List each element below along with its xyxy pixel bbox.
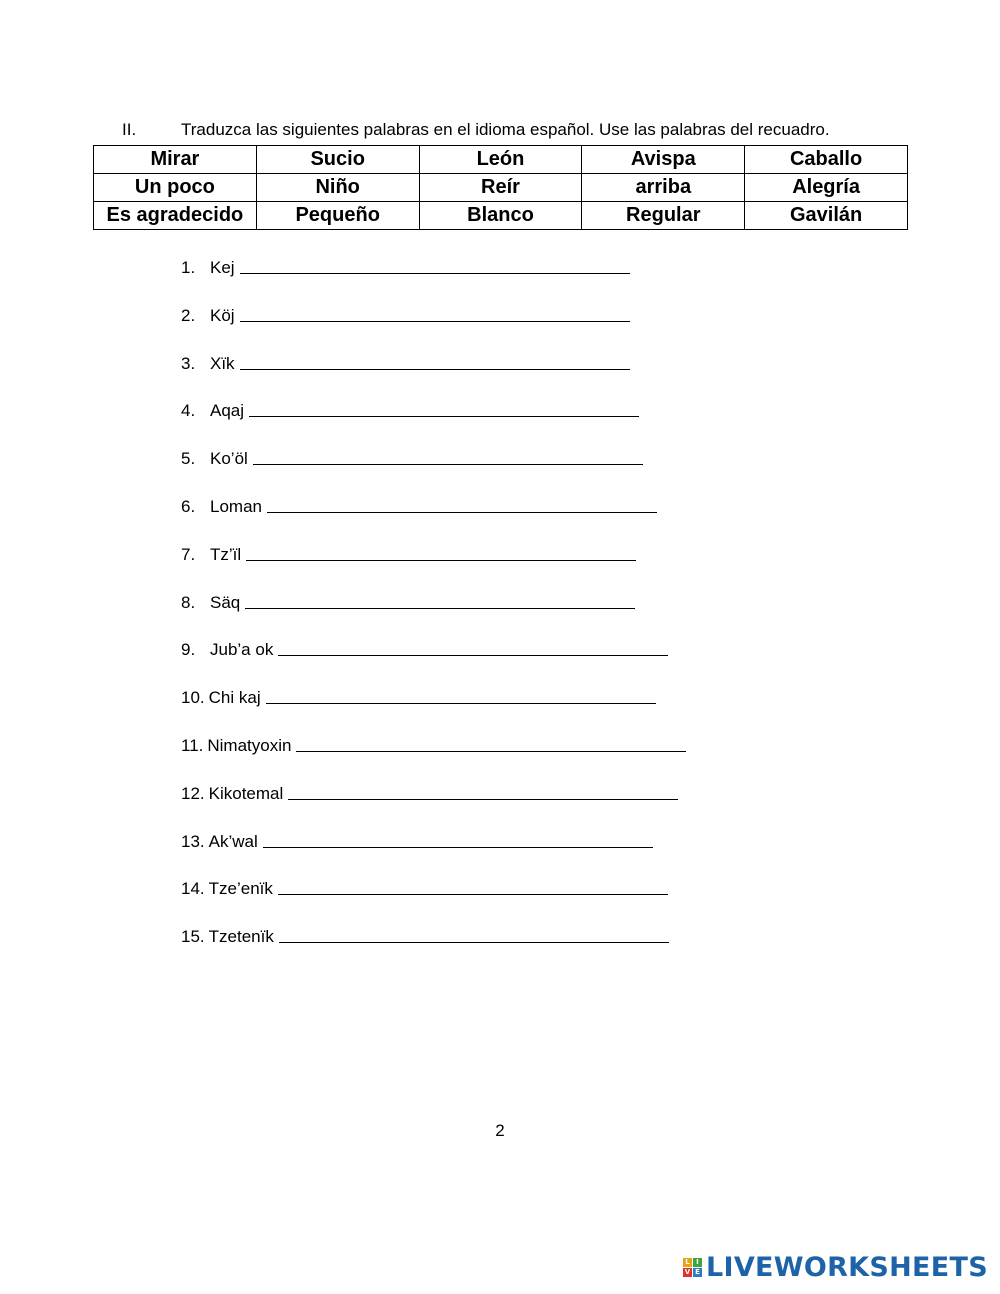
- list-item: [181, 640, 686, 688]
- item-number: 10.: [181, 688, 205, 708]
- item-number: 11.: [181, 735, 204, 755]
- item-number: 1.: [181, 258, 196, 277]
- list-item: [181, 593, 686, 641]
- word-box-row: [94, 146, 908, 174]
- answer-blank[interactable]: [249, 401, 639, 417]
- word-box-table: [93, 145, 908, 230]
- word-box-cell: Sucio: [256, 146, 419, 174]
- item-number: 6.: [181, 496, 196, 516]
- word-box-cell: Mirar: [94, 146, 257, 174]
- item-number: 9.: [181, 640, 196, 660]
- list-item: [181, 688, 686, 736]
- list-item: [181, 832, 686, 880]
- answer-blank[interactable]: [245, 593, 635, 609]
- answer-blank[interactable]: [296, 736, 686, 752]
- answer-blank[interactable]: [279, 927, 669, 943]
- liveworksheets-logo: [683, 1252, 988, 1283]
- word-box-cell: Gavilán: [745, 202, 908, 230]
- word-box-row: [94, 174, 908, 202]
- item-word: Tzetenïk: [208, 927, 274, 947]
- logo-tile: V: [684, 1268, 691, 1276]
- item-word: Chi kaj: [208, 688, 261, 708]
- item-word: Tz’ïl: [210, 544, 242, 564]
- item-word: Jub’a ok: [210, 640, 274, 660]
- item-word: Tze’enïk: [208, 879, 273, 899]
- list-item: [181, 879, 686, 927]
- item-word: Ak’wal: [208, 831, 258, 851]
- item-word: Säq: [210, 592, 241, 612]
- brand-name: LIVEWORKSHEETS: [705, 1252, 988, 1283]
- answer-blank[interactable]: [253, 449, 643, 465]
- item-word: Köj: [210, 305, 235, 325]
- answer-blank[interactable]: [263, 832, 653, 848]
- section-number: II.: [122, 120, 137, 139]
- item-number: 15.: [181, 927, 205, 947]
- list-item: [181, 927, 686, 975]
- word-box-cell: Blanco: [419, 202, 582, 230]
- instruction-line: [122, 120, 830, 140]
- answer-blank[interactable]: [266, 688, 656, 704]
- item-number: 3.: [181, 353, 196, 373]
- list-item: [181, 306, 686, 354]
- item-number: 2.: [181, 305, 196, 325]
- item-number: 7.: [181, 544, 196, 564]
- list-item: [181, 784, 686, 832]
- word-box-cell: Avispa: [582, 146, 745, 174]
- answer-blank[interactable]: [240, 306, 630, 322]
- word-box-cell: Regular: [582, 202, 745, 230]
- word-box-cell: Reír: [419, 174, 582, 202]
- item-word: Xïk: [210, 353, 235, 373]
- word-box-row: [94, 202, 908, 230]
- item-number: 12.: [181, 783, 205, 803]
- logo-tile: L: [683, 1258, 692, 1267]
- item-word: Nimatyoxin: [207, 735, 292, 755]
- logo-icon: [683, 1258, 702, 1277]
- answer-blank[interactable]: [267, 497, 657, 513]
- item-number: 13.: [181, 831, 205, 851]
- list-item: [181, 258, 686, 306]
- answer-blank[interactable]: [246, 545, 636, 561]
- list-item: [181, 354, 686, 402]
- logo-tile: I: [693, 1258, 702, 1267]
- word-box-cell: Alegría: [745, 174, 908, 202]
- page-number: 2: [495, 1121, 505, 1140]
- list-item: [181, 497, 686, 545]
- item-word: Kikotemal: [208, 783, 284, 803]
- list-item: [181, 401, 686, 449]
- word-box-cell: Un poco: [94, 174, 257, 202]
- word-box-cell: Niño: [256, 174, 419, 202]
- word-box-cell: arriba: [582, 174, 745, 202]
- logo-tile: E: [693, 1268, 702, 1277]
- answer-blank[interactable]: [240, 354, 630, 370]
- list-item: [181, 545, 686, 593]
- word-box-cell: Caballo: [745, 146, 908, 174]
- item-number: 14.: [181, 879, 205, 899]
- item-word: Loman: [210, 496, 262, 516]
- item-word: Aqaj: [210, 401, 245, 421]
- word-box-cell: León: [419, 146, 582, 174]
- item-word: Kej: [210, 258, 235, 277]
- answer-blank[interactable]: [288, 784, 678, 800]
- item-number: 4.: [181, 401, 196, 421]
- answer-blank[interactable]: [278, 879, 668, 895]
- word-box-cell: Pequeño: [256, 202, 419, 230]
- list-item: [181, 736, 686, 784]
- answer-blank[interactable]: [240, 258, 630, 274]
- list-item: [181, 449, 686, 497]
- translation-list: [181, 258, 686, 975]
- instruction-text: Traduzca las siguientes palabras en el idioma español. Use las palabras del recuadro.: [181, 120, 830, 139]
- item-word: Ko’öl: [210, 449, 248, 469]
- answer-blank[interactable]: [278, 640, 668, 656]
- word-box-cell: Es agradecido: [94, 202, 257, 230]
- item-number: 8.: [181, 592, 196, 612]
- item-number: 5.: [181, 449, 196, 469]
